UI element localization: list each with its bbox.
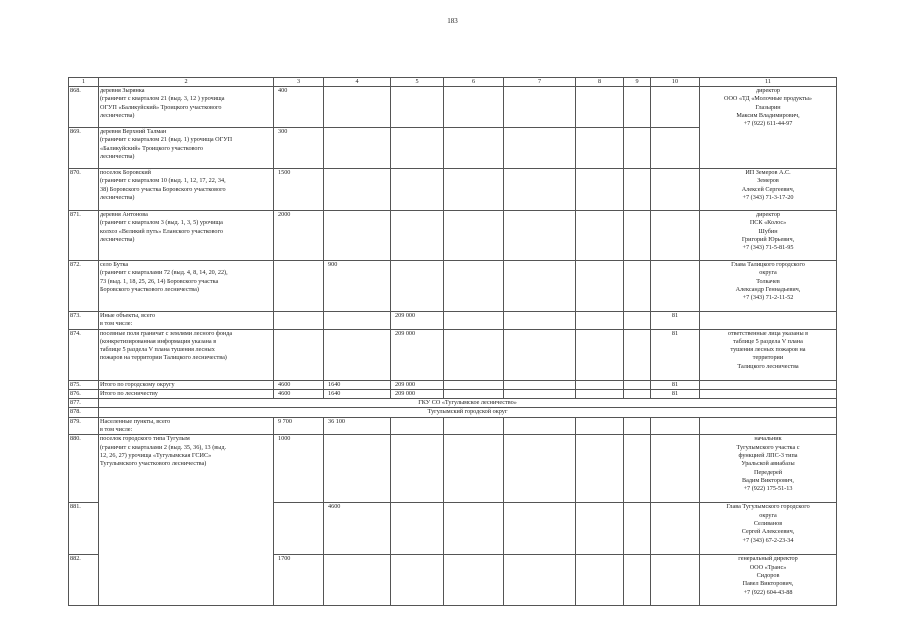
col3-value: 2000 <box>274 211 324 261</box>
table-row <box>69 329 837 380</box>
col5-value: 209 000 <box>391 312 444 330</box>
table-row <box>69 408 837 417</box>
row-number: 876. <box>69 389 99 398</box>
header-cell: 7 <box>504 78 576 87</box>
responsible-person: Глава Тугулымского городского округа Селиванов Сергей Алексеевич, +7 (343) 67-2-23-34 <box>700 503 837 555</box>
header-cell: 3 <box>274 78 324 87</box>
settlement-name: Итого по городскому округу <box>99 380 274 389</box>
header-row <box>69 78 837 87</box>
header-cell: 10 <box>651 78 700 87</box>
table-row <box>69 380 837 389</box>
settlement-name: Иные объекты, всего в том числе: <box>99 312 274 330</box>
table-row <box>69 211 837 261</box>
col4-value: 36 100 <box>324 417 391 435</box>
row-number: 882. <box>69 555 99 606</box>
header-cell: 1 <box>69 78 99 87</box>
table-row <box>69 312 837 330</box>
table-row <box>69 435 837 503</box>
col4-value: 1640 <box>324 389 391 398</box>
row-number: 874. <box>69 329 99 380</box>
table-row <box>69 417 837 435</box>
settlement-name: деревня Зырянка (граничит с кварталом 21 (выд. 3, 12 ) урочища ОГУП «Баликуйский» Троицкого участкового лесничества) <box>99 87 274 128</box>
responsible-person: генеральный директор ООО «Транс» Сидоров Павел Викторович, +7 (922) 604-43-88 <box>700 555 837 606</box>
col3-value: 400 <box>274 87 324 128</box>
responsible-person: Глава Талицкого городского округа Толкачев Александр Геннадьевич, +7 (343) 71-2-11-52 <box>700 261 837 312</box>
table-row <box>69 169 837 211</box>
table-row <box>69 87 837 128</box>
col5-value: 209 000 <box>391 329 444 380</box>
col4-value: 4600 <box>324 503 391 555</box>
table-row <box>69 261 837 312</box>
header-cell: 2 <box>99 78 274 87</box>
col10-value: 81 <box>651 380 700 389</box>
settlement-name: посевные поля граничат с землями лесного фонда (конкретизированная информация указана в таблице 5 раздела V плана тушения лесных пожаров на территории Талицкого лесничества) <box>99 329 274 380</box>
row-number: 872. <box>69 261 99 312</box>
settlement-name: поселок городского типа Тугулым (граничит с кварталами 2 (выд. 35, 36), 13 (выд. 12, 26, 27) урочища «Тугулымская ГСИС» Тугулымского участкового лесничества) <box>99 435 274 606</box>
responsible-person: ответственные лица указаны в таблице 5 раздела V плана тушения лесных пожаров на территории Талицкого лесничества <box>700 329 837 380</box>
col5-value: 209 000 <box>391 389 444 398</box>
row-number: 869. <box>69 128 99 169</box>
col3-value: 1500 <box>274 169 324 211</box>
row-number: 873. <box>69 312 99 330</box>
col3-value: 1700 <box>274 555 324 606</box>
row-number: 879. <box>69 417 99 435</box>
row-number: 868. <box>69 87 99 128</box>
row-number: 878. <box>69 408 99 417</box>
col3-value: 4600 <box>274 389 324 398</box>
header-cell: 4 <box>324 78 391 87</box>
responsible-person: ИП Земеров А.С. Земеров Алексей Сергеевич, +7 (343) 71-3-17-20 <box>700 169 837 211</box>
col10-value: 81 <box>651 312 700 330</box>
responsible-person: начальник Тугулымского участка с функцией ЛПС-3 типа Уральской авиабазы Передерей Вадим Викторович, +7 (922) 175-51-13 <box>700 435 837 503</box>
header-cell: 6 <box>444 78 504 87</box>
col3-value: 9 700 <box>274 417 324 435</box>
row-number: 871. <box>69 211 99 261</box>
section-heading: ГКУ СО «Тугулымское лесничество» <box>99 399 837 408</box>
section-heading: Тугулымский городской округ <box>99 408 837 417</box>
page-number: 183 <box>447 17 458 25</box>
row-number: 881. <box>69 503 99 555</box>
row-number: 877. <box>69 399 99 408</box>
settlement-name: поселок Боровский (граничит с кварталом 10 (выд. 1, 12, 17, 22, 34, 38) Боровского участка Боровского участкового лесничества) <box>99 169 274 211</box>
header-cell: 11 <box>700 78 837 87</box>
settlement-name: село Бутка (граничит с кварталами 72 (выд. 4, 8, 14, 20, 22), 73 (выд. 1, 18, 25, 26, 14) Боровского участка Боровского участкового лесничества) <box>99 261 274 312</box>
table-row <box>69 399 837 408</box>
table-row <box>69 389 837 398</box>
col10-value: 81 <box>651 329 700 380</box>
header-cell: 5 <box>391 78 444 87</box>
row-number: 875. <box>69 380 99 389</box>
col4-value: 900 <box>324 261 391 312</box>
header-cell: 8 <box>576 78 624 87</box>
col3-value: 1000 <box>274 435 324 503</box>
col5-value: 209 000 <box>391 380 444 389</box>
settlement-name: Итого по лесничеству <box>99 389 274 398</box>
settlement-name: Населенные пункты, всего в том числе: <box>99 417 274 435</box>
responsible-person: директор ООО «ТД «Молочные продукты» Глазырин Максим Владимирович, +7 (922) 611-44-97 <box>700 87 837 169</box>
col3-value: 4600 <box>274 380 324 389</box>
header-cell: 9 <box>624 78 651 87</box>
col4-value: 1640 <box>324 380 391 389</box>
row-number: 880. <box>69 435 99 503</box>
responsible-person: директор ПСК «Колос» Шубин Григорий Юрьевич, +7 (343) 71-5-81-95 <box>700 211 837 261</box>
row-number: 870. <box>69 169 99 211</box>
col10-value: 81 <box>651 389 700 398</box>
settlement-name: деревня Верхний Талман (граничит с кварталом 21 (выд. 1) урочища ОГУП «Баликуйский» Троицкого участкового лесничества) <box>99 128 274 169</box>
settlement-name: деревня Антонова (граничит с кварталом 3 (выд. 1, 3, 5) урочища колхоз «Великий путь» Еланского участкового лесничества) <box>99 211 274 261</box>
col3-value: 300 <box>274 128 324 169</box>
data-table <box>68 77 837 606</box>
